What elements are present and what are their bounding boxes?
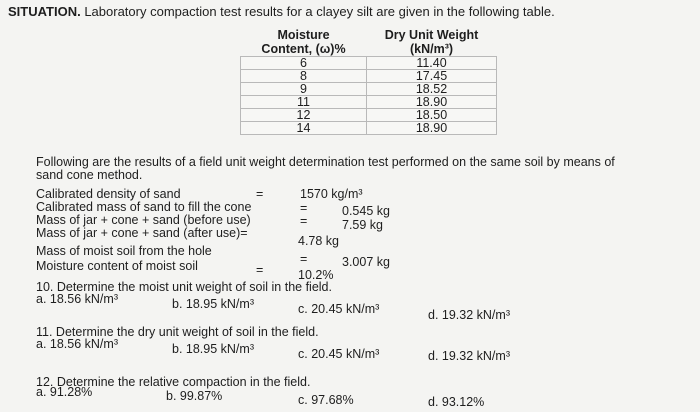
moisture-cell: 8 — [241, 70, 367, 83]
moisture-cell: 9 — [241, 83, 367, 96]
q12-choice-b[interactable]: b. 99.87% — [166, 389, 223, 403]
moisture-cell: 6 — [241, 57, 367, 70]
table-row — [241, 109, 497, 122]
situation-label: SITUATION. — [8, 4, 81, 19]
q12-choice-c[interactable]: c. 97.68% — [298, 393, 354, 407]
moist-value: 3.007 kg — [342, 255, 390, 269]
q12-question: 12. Determine the relative compaction in the field. — [36, 375, 311, 389]
before-eq: = — [300, 214, 308, 228]
density-value: 1570 kg/m³ — [300, 187, 363, 201]
compaction-table — [240, 28, 497, 135]
q11-choice-b[interactable]: b. 18.95 kN/m³ — [172, 342, 254, 356]
dry-unit-weight-cell: 18.90 — [367, 96, 497, 109]
q12-choice-a[interactable]: a. 91.28% — [36, 385, 93, 399]
mc-label: Moisture content of moist soil — [36, 259, 198, 273]
moisture-cell: 11 — [241, 96, 367, 109]
moist-eq: = — [300, 252, 308, 266]
before-value: 7.59 kg — [342, 218, 384, 232]
mc-eq: = — [256, 263, 264, 277]
table-header-row — [241, 28, 497, 57]
situation-heading — [8, 4, 555, 19]
table-row — [241, 70, 497, 83]
table-row — [241, 96, 497, 109]
moist-label: Mass of moist soil from the hole — [36, 244, 212, 258]
mc-value: 10.2% — [298, 268, 334, 282]
table-row — [241, 83, 497, 96]
mass-fill-value: 0.545 kg — [342, 204, 390, 218]
dry-unit-weight-cell: 18.52 — [367, 83, 497, 96]
dry-unit-weight-cell: 11.40 — [367, 57, 497, 70]
after-label: Mass of jar + cone + sand (after use)= — [36, 226, 248, 240]
q11-choice-c[interactable]: c. 20.45 kN/m³ — [298, 347, 380, 361]
dry-unit-weight-cell: 17.45 — [367, 70, 497, 83]
intro-line-2: sand cone method. — [36, 168, 143, 182]
moisture-cell: 12 — [241, 109, 367, 122]
q11-choice-d[interactable]: d. 19.32 kN/m³ — [428, 349, 510, 363]
before-label: Mass of jar + cone + sand (before use) — [36, 213, 251, 227]
moisture-header: Moisture Content, (ω)% — [241, 28, 367, 57]
situation-text: Laboratory compaction test results for a clayey silt are given in the following table. — [84, 4, 555, 19]
mass-fill-label: Calibrated mass of sand to fill the cone — [36, 200, 252, 214]
intro-line-1: Following are the results of a field unit weight determination test performed on the same soil by means of — [36, 155, 615, 169]
q12-choice-d[interactable]: d. 93.12% — [428, 395, 485, 409]
after-value: 4.78 kg — [298, 234, 340, 248]
density-label: Calibrated density of sand — [36, 187, 181, 201]
density-eq: = — [256, 187, 264, 201]
q10-choice-c[interactable]: c. 20.45 kN/m³ — [298, 302, 380, 316]
table-row — [241, 57, 497, 70]
dry-unit-weight-cell: 18.50 — [367, 109, 497, 122]
dry-unit-weight-cell: 18.90 — [367, 122, 497, 135]
mass-fill-eq: = — [300, 201, 308, 215]
q10-choice-a[interactable]: a. 18.56 kN/m³ — [36, 292, 118, 306]
table-row — [241, 122, 497, 135]
q10-choice-d[interactable]: d. 19.32 kN/m³ — [428, 308, 510, 322]
moisture-cell: 14 — [241, 122, 367, 135]
dry-unit-weight-header: Dry Unit Weight (kN/m³) — [367, 28, 497, 57]
q11-choice-a[interactable]: a. 18.56 kN/m³ — [36, 337, 118, 351]
q10-question: 10. Determine the moist unit weight of soil in the field. — [36, 280, 332, 294]
q11-question: 11. Determine the dry unit weight of soil in the field. — [36, 325, 319, 339]
q10-choice-b[interactable]: b. 18.95 kN/m³ — [172, 297, 254, 311]
